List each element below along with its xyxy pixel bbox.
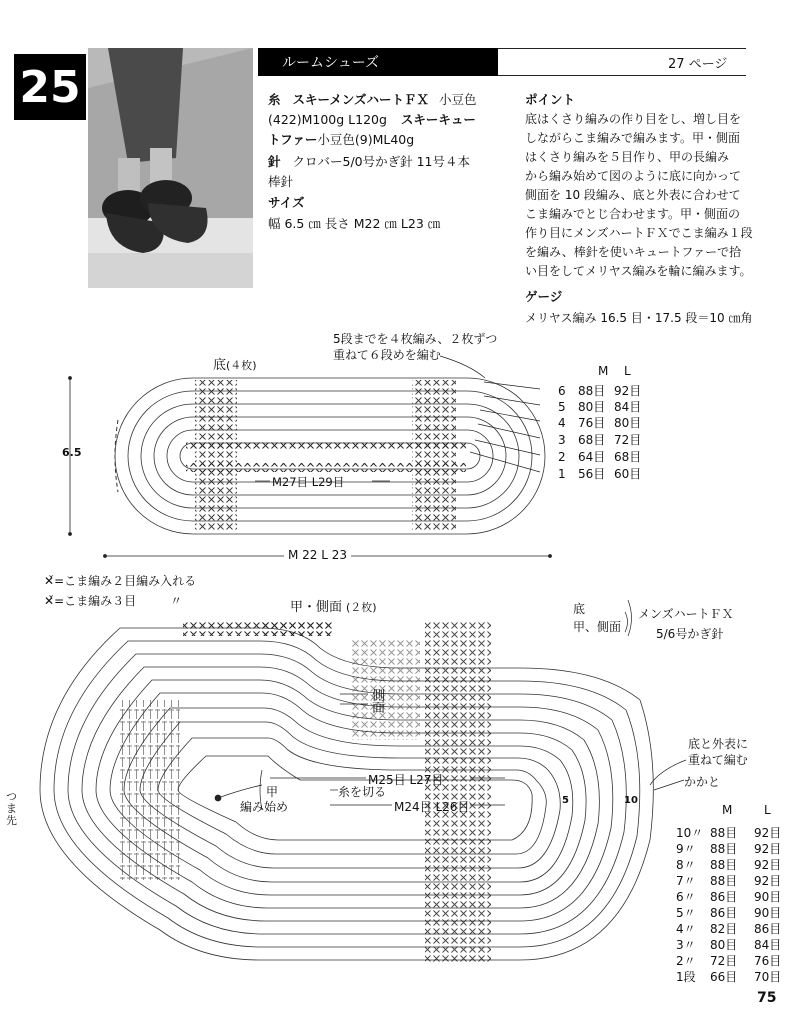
upper-row <box>676 904 781 921</box>
upper-row-l: 92目 <box>754 842 782 856</box>
upper-row-num: 5〃 <box>676 906 696 920</box>
round-mark-10: 10 <box>624 795 638 806</box>
sole-stitch-bands <box>115 380 466 530</box>
point-line-6: こま編みでとじ合わせます。甲・側面の <box>525 207 741 221</box>
upper-row-num: 9〃 <box>676 842 696 856</box>
point-line-9: い目をしてメリヤス編みを輪に編みます。 <box>525 264 752 278</box>
yarn-note-needle: 5/6号かぎ針 <box>656 627 724 641</box>
sole-row <box>558 414 641 431</box>
upper-row-m: 82目 <box>710 922 738 936</box>
join-note-b: 重ねて編む <box>688 753 748 767</box>
yarn1-color: 小豆色 <box>439 92 477 107</box>
upper-row-num: 4〃 <box>676 922 696 936</box>
needle-value: クロバー5/0号かぎ針 11号４本 <box>292 154 470 169</box>
sole-title-text: 底 <box>213 358 227 373</box>
sole-width-label: 6.5 <box>62 446 82 459</box>
yarn-note-upper: 甲、側面 <box>573 620 622 634</box>
size-value: 幅 6.5 ㎝ 長さ M22 ㎝ L23 ㎝ <box>268 216 441 231</box>
sole-row-l: 68目 <box>614 450 642 464</box>
sole-row-num: 5 <box>558 400 566 414</box>
upper-table-header-l: L <box>764 803 771 817</box>
sole-row-m: 80目 <box>578 400 606 414</box>
needle-label: 針 <box>268 154 281 169</box>
upper-row <box>676 952 781 969</box>
upper-row-l: 84目 <box>754 938 782 952</box>
chain2-label: M24目 L26目 <box>394 800 470 814</box>
upper-row-m: 86目 <box>710 906 738 920</box>
sole-leaders <box>255 356 540 481</box>
pattern-number: 25 <box>14 54 86 120</box>
upper-row-l: 92目 <box>754 826 782 840</box>
sole-table-header-m: M <box>598 364 609 378</box>
sole-count: (４枚) <box>226 359 257 372</box>
upper-row-m: 72目 <box>710 954 738 968</box>
upper-row-m: 66目 <box>710 970 738 984</box>
sole-row-l: 84目 <box>614 400 642 414</box>
legend-1 <box>44 572 196 589</box>
sole-row-l: 60目 <box>614 467 642 481</box>
upper-row <box>676 888 781 905</box>
cut-label: 糸を切る <box>338 785 387 799</box>
sole-title <box>213 354 257 373</box>
upper-row-num: 7〃 <box>676 874 696 888</box>
upper-row <box>676 968 781 985</box>
point-label: ポイント <box>525 92 576 107</box>
sole-row-l: 72目 <box>614 433 642 447</box>
sole-row-m: 68目 <box>578 433 606 447</box>
upper-row-m: 88目 <box>710 874 738 888</box>
upper-title <box>290 596 377 615</box>
instep-label: 甲 <box>266 785 279 799</box>
sole-row-l: 80目 <box>614 416 642 430</box>
sole-row-num: 4 <box>558 416 566 430</box>
yarn1-name: スキーメンズハートＦＸ <box>292 92 430 107</box>
gauge-label: ゲージ <box>525 289 563 304</box>
round-mark-5: 5 <box>562 795 569 806</box>
point-line-5: 側面を 10 段編み、底と外表に合わせて <box>525 188 741 202</box>
upper-row-l: 76目 <box>754 954 782 968</box>
upper-row <box>676 840 781 857</box>
point-line-1: 底はくさり編みの作り目をし、増し目を <box>525 112 742 126</box>
yarn-note-sole: 底 <box>573 602 586 616</box>
gauge-value: メリヤス編み 16.5 目・17.5 段＝10 ㎝角 <box>525 311 753 325</box>
inc3-symbol-icon: ✕̌ <box>44 594 55 608</box>
legend-2 <box>44 592 182 609</box>
inc2-symbol-icon: ✕̌ <box>44 574 55 588</box>
yarn-note-name: メンズハートＦＸ <box>638 607 734 621</box>
size-label: サイズ <box>268 195 305 210</box>
upper-count: (２枚) <box>346 601 377 614</box>
point-line-3: はくさり編みを５目作り、甲の長編み <box>525 150 730 164</box>
sole-row-num: 1 <box>558 467 566 481</box>
upper-row-l: 86目 <box>754 922 782 936</box>
toe-label-b: ま <box>6 802 17 815</box>
upper-row-num: 1段 <box>676 970 696 984</box>
sole-row <box>558 465 641 482</box>
sole-row-m: 64目 <box>578 450 606 464</box>
upper-row-l: 70目 <box>754 970 782 984</box>
sole-row-num: 2 <box>558 450 566 464</box>
sole-chain-label: M27目 L29目 <box>272 475 345 489</box>
upper-row-m: 80目 <box>710 938 738 952</box>
sole-row-m: 56目 <box>578 467 606 481</box>
side-label-a: 側 <box>372 689 386 704</box>
pattern-title: ルームシューズ <box>258 48 498 76</box>
upper-row-m: 88目 <box>710 826 738 840</box>
toe-label-a: つ <box>6 790 17 803</box>
point-line-4: から編み始めて図のように底に向かって <box>525 169 742 183</box>
upper-row <box>676 872 781 889</box>
legend-ditto: 〃 <box>170 594 183 608</box>
heel-label: かかと <box>684 775 721 789</box>
sole-note-2: 重ねて６段めを編む <box>333 348 441 362</box>
upper-title-text: 甲・側面 <box>290 600 343 615</box>
needle-line-2: 棒針 <box>268 174 294 189</box>
upper-row-l: 92目 <box>754 858 782 872</box>
join-note-a: 底と外表に <box>688 737 749 751</box>
upper-row-num: 8〃 <box>676 858 696 872</box>
point-line-8: を編み、棒針を使いキュートファーで拾 <box>525 245 742 259</box>
sole-row-num: 6 <box>558 384 566 398</box>
upper-row-l: 92目 <box>754 874 782 888</box>
yarn2-name-b: トファー <box>268 132 318 147</box>
upper-table-header-m: M <box>722 803 733 817</box>
side-label-b: 面 <box>372 701 386 716</box>
upper-row-num: 10〃 <box>676 826 704 840</box>
sole-row <box>558 398 641 415</box>
yarn2-name-a: スキーキュー <box>400 112 476 127</box>
upper-row <box>676 936 781 953</box>
upper-row-m: 86目 <box>710 890 738 904</box>
sole-note-1: 5段までを４枚編み、２枚ずつ <box>333 332 498 346</box>
upper-row <box>676 824 781 841</box>
sole-table-header-l: L <box>624 364 631 378</box>
yarn-label: 糸 <box>268 92 281 107</box>
chain1-label: M25目 L27目 <box>368 773 444 787</box>
upper-row-num: 2〃 <box>676 954 696 968</box>
sole-row <box>558 382 641 399</box>
sole-row-m: 88目 <box>578 384 606 398</box>
sole-rounds <box>115 378 545 534</box>
upper-row-m: 88目 <box>710 858 738 872</box>
upper-stitch-bands <box>120 622 491 962</box>
page-reference: 27 ページ <box>668 57 728 72</box>
sole-row <box>558 431 641 448</box>
toe-label-c: 先 <box>6 814 17 827</box>
sole-row <box>558 448 641 465</box>
upper-row-m: 88目 <box>710 842 738 856</box>
sole-row-num: 3 <box>558 433 566 447</box>
legend-2-text: =こま編み３目 <box>54 594 137 608</box>
point-line-2: しながらこま編みで編みます。甲・側面 <box>525 131 741 145</box>
sole-row-l: 92目 <box>614 384 642 398</box>
upper-row <box>676 920 781 937</box>
yarn2-amount: 小豆色(9)ML40g <box>317 132 415 147</box>
legend-1-text: =こま編み２目編み入れる <box>54 574 197 588</box>
start-label: 編み始め <box>240 800 289 814</box>
point-line-7: 作り目にメンズハートＦＸでこま編み１段 <box>525 226 753 240</box>
yarn1-amount: (422)M100g L120g <box>268 112 387 127</box>
sole-row-m: 76目 <box>578 416 606 430</box>
upper-row-l: 90目 <box>754 906 782 920</box>
upper-row <box>676 856 781 873</box>
upper-row-l: 90目 <box>754 890 782 904</box>
upper-row-num: 6〃 <box>676 890 696 904</box>
upper-row-num: 3〃 <box>676 938 696 952</box>
sole-length-label: M 22 L 23 <box>284 548 351 562</box>
page-number: 75 <box>757 990 777 1006</box>
